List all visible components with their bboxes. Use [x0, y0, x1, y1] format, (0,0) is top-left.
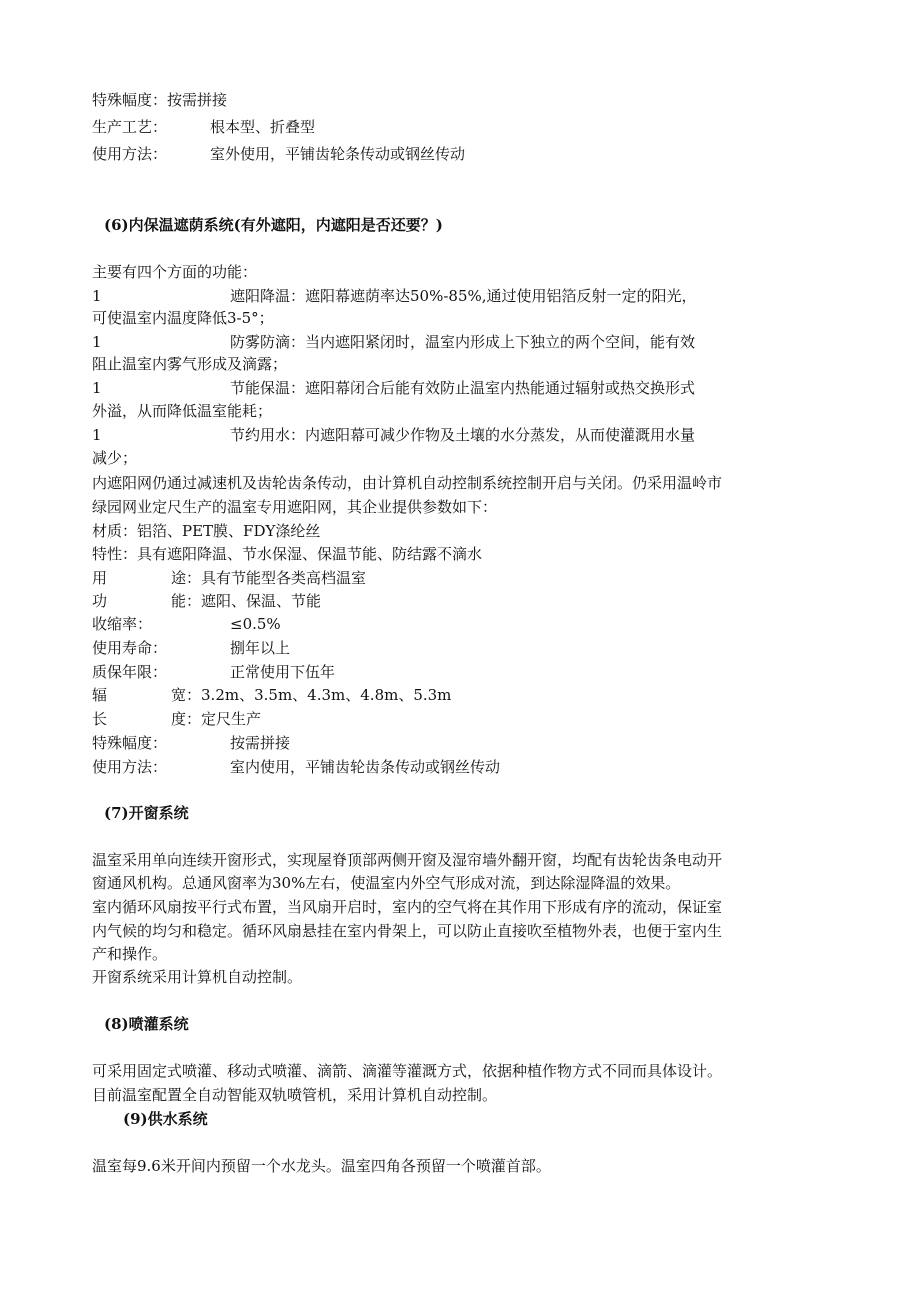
s6-para-line2: 绿园网业定尺生产的温室专用遮阳网，其企业提供参数如下：: [92, 498, 498, 516]
top-process-row: [92, 116, 315, 138]
s6-special-width-label: 特殊幅度：: [92, 734, 168, 752]
s8-line-2: 目前温室配置全自动智能双轨喷管机，采用计算机自动控制。: [92, 1086, 498, 1104]
s6-use-row: [92, 567, 366, 589]
s6-func-label-1: 功: [92, 592, 108, 610]
s6-feature: 特性：具有遮阳降温、节水保湿、保温节能、防结露不滴水: [92, 545, 483, 563]
s6-item-2-line1: 防雾防滴：当内遮阳紧闭时，温室内形成上下独立的两个空间，能有效: [230, 333, 696, 351]
s7-line-3: 室内循环风扇按平行式布置，当风扇开启时，室内的空气将在其作用下形成有序的流动，保证室: [92, 898, 723, 916]
s6-use-label-2: 途：: [171, 569, 202, 587]
s6-shrink-label: 收缩率：: [92, 615, 153, 633]
s7-line-6: 开窗系统采用计算机自动控制。: [92, 968, 303, 986]
s6-width-label-1: 辐: [92, 686, 108, 704]
s9-line: 温室每9.6米开间内预留一个水龙头。温室四角各预留一个喷灌首部。: [92, 1157, 551, 1175]
s6-material: 材质：铝箔、PET膜、FDY涤纶丝: [92, 522, 321, 540]
s6-item-1-num: 1: [92, 287, 102, 305]
s6-item-1-line1: 遮阳降温：遮阳幕遮荫率达50%-85%,通过使用铝箔反射一定的阳光，: [230, 287, 697, 305]
top-usage-label: 使用方法：: [92, 145, 168, 163]
top-process-value: 根本型、折叠型: [210, 118, 316, 136]
s6-item-2-num: 1: [92, 333, 102, 351]
s6-use-label-1: 用: [92, 569, 108, 587]
s6-warranty-value: 正常使用下伍年: [230, 663, 336, 681]
top-special-width-value: 按需拼接: [167, 91, 228, 109]
s6-length-row: [92, 708, 261, 730]
s6-shrink-row: [92, 613, 281, 635]
s6-width-row: [92, 684, 451, 706]
top-usage-value: 室外使用，平铺齿轮条传动或钢丝传动: [210, 145, 466, 163]
s6-usage-value: 室内使用，平铺齿轮齿条传动或钢丝传动: [230, 758, 501, 776]
s6-usage-row: [92, 756, 500, 778]
s8-line-1: 可采用固定式喷灌、移动式喷灌、滴箭、滴灌等灌溉方式，依据种植作物方式不同而具体设计。: [92, 1062, 723, 1080]
top-special-width-label: 特殊幅度：: [92, 91, 168, 109]
s6-para-line1: 内遮阳网仍通过减速机及齿轮齿条传动，由计算机自动控制系统控制开启与关闭。仍采用温岭市: [92, 474, 723, 492]
s6-warranty-label: 质保年限：: [92, 663, 168, 681]
s6-usage-label: 使用方法：: [92, 758, 168, 776]
s6-special-width-row: [92, 732, 290, 754]
s6-func-value: 遮阳、保温、节能: [201, 592, 322, 610]
s6-intro: 主要有四个方面的功能：: [92, 263, 258, 281]
s6-item-3-num: 1: [92, 379, 102, 397]
s7-line-1: 温室采用单向连续开窗形式，实现屋脊顶部两侧开窗及湿帘墙外翻开窗，均配有齿轮齿条电动开: [92, 851, 723, 869]
top-process-label: 生产工艺：: [92, 118, 168, 136]
section-6-heading: (6)内保温遮荫系统(有外遮阳，内遮阳是否还要？): [104, 216, 443, 234]
section-7-heading: (7)开窗系统: [104, 804, 189, 822]
s7-line-5: 产和操作。: [92, 945, 168, 963]
s6-item-4-line1: 节约用水：内遮阳幕可减少作物及土壤的水分蒸发，从而使灌溉用水量: [230, 426, 696, 444]
section-9-heading: (9)供水系统: [123, 1110, 208, 1128]
top-usage-row: [92, 143, 465, 165]
s6-item-2-line2: 阻止温室内雾气形成及滴露；: [92, 355, 288, 373]
s6-func-row: [92, 590, 321, 612]
s6-life-label: 使用寿命：: [92, 639, 168, 657]
s6-item-1-line2: 可使温室内温度降低3-5°；: [92, 309, 274, 327]
s6-length-label-2: 度：: [171, 710, 202, 728]
s6-width-label-2: 宽：: [171, 686, 202, 704]
section-8-heading: (8)喷灌系统: [104, 1015, 189, 1033]
s6-func-label-2: 能：: [171, 592, 202, 610]
s6-item-3-line2: 外溢，从而降低温室能耗；: [92, 402, 273, 420]
s6-width-value: 3.2m、3.5m、4.3m、4.8m、5.3m: [201, 686, 452, 704]
s6-item-4-line2: 减少；: [92, 449, 138, 467]
s6-life-row: [92, 637, 290, 659]
s6-warranty-row: [92, 661, 335, 683]
s6-length-label-1: 长: [92, 710, 108, 728]
s7-line-2: 窗通风机构。总通风窗率为30%左右，使温室内外空气形成对流，到达除湿降温的效果。: [92, 874, 681, 892]
s6-special-width-value: 按需拼接: [230, 734, 291, 752]
s6-item-3-line1: 节能保温：遮阳幕闭合后能有效防止温室内热能通过辐射或热交换形式: [230, 379, 696, 397]
top-special-width-row: [92, 89, 227, 111]
s7-line-4: 内气候的均匀和稳定。循环风扇悬挂在室内骨架上，可以防止直接吹至植物外表，也便于室内生: [92, 922, 723, 940]
s6-length-value: 定尺生产: [201, 710, 262, 728]
s6-shrink-value: ≤0.5%: [230, 615, 281, 633]
s6-item-4-num: 1: [92, 426, 102, 444]
s6-use-value: 具有节能型各类高档温室: [201, 569, 367, 587]
s6-life-value: 捌年以上: [230, 639, 291, 657]
